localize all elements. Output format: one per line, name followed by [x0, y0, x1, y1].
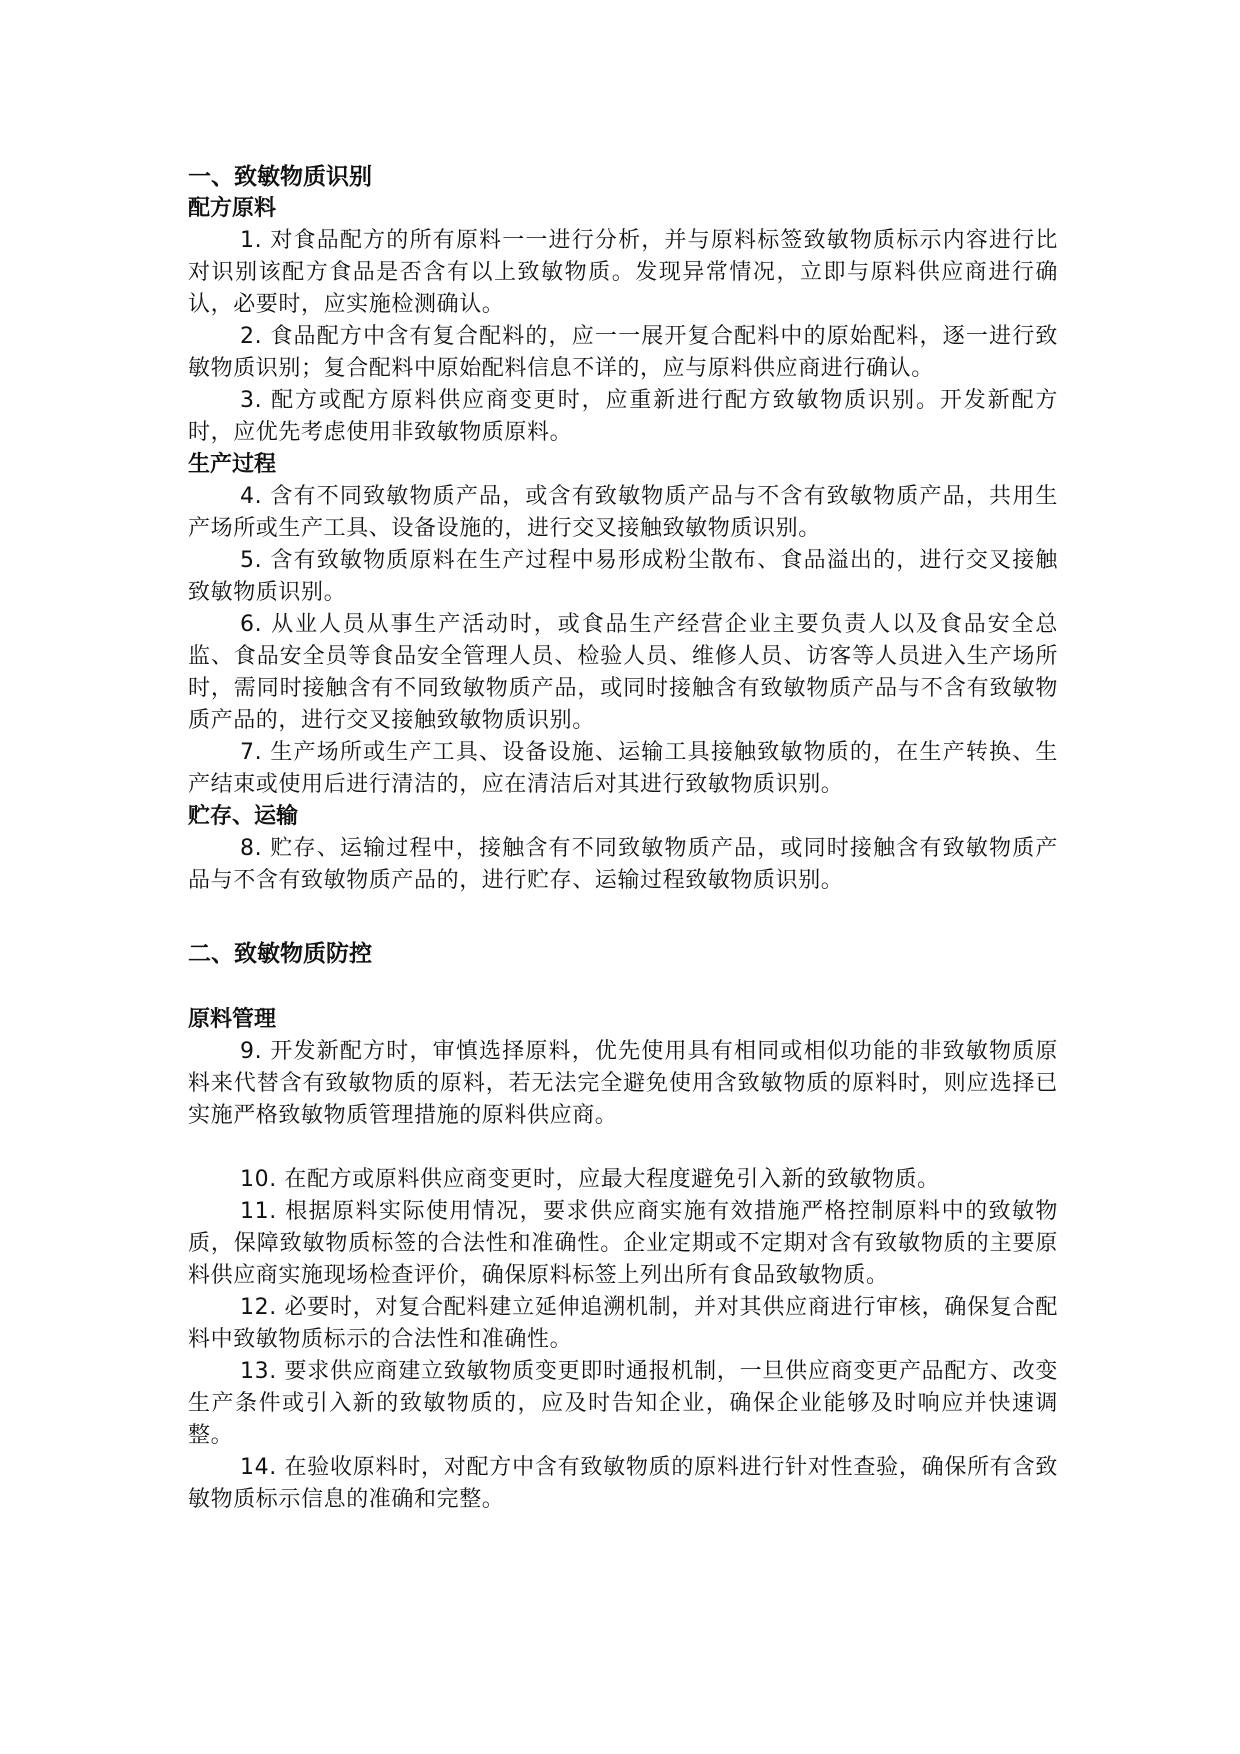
paragraph-item-6: 6. 从业人员从事生产活动时，或食品生产经营企业主要负责人以及食品安全总监、食品安全员等食品安全管理人员、检验人员、维修人员、访客等人员进入生产场所时，需同时接触含有不同致敏物质产品，或同时接触含有致敏物质产品与不含有致敏物质产品的，进行交叉接触致敏物质识别。 — [188, 612, 1058, 733]
section-title-allergen-identification: 一、致敏物质识别 — [188, 164, 372, 190]
paragraph-spacer — [188, 1132, 1058, 1164]
subsection-spacer — [188, 970, 1058, 1004]
paragraph-item-9: 9. 开发新配方时，审慎选择原料，优先使用具有相同或相似功能的非致敏物质原料来代替含有致敏物质的原料，若无法完全避免使用含致敏物质的原料时，则应选择已实施严格致敏物质管理措施的原料供应商。 — [188, 1039, 1058, 1128]
paragraph-item-11: 11. 根据原料实际使用情况，要求供应商实施有效措施严格控制原料中的致敏物质，保障致敏物质标签的合法性和准确性。企业定期或不定期对含有致敏物质的主要原料供应商实施现场检查评价，确保原料标签上列出所有食品致敏物质。 — [188, 1199, 1058, 1288]
document-body — [188, 161, 1058, 1516]
paragraph-item-10: 10. 在配方或原料供应商变更时，应最大程度避免引入新的致敏物质。 — [240, 1167, 940, 1192]
paragraph-item-7: 7. 生产场所或生产工具、设备设施、运输工具接触致敏物质的，在生产转换、生产结束或使用后进行清洁的，应在清洁后对其进行致敏物质识别。 — [188, 740, 1058, 797]
paragraph-item-14: 14. 在验收原料时，对配方中含有致敏物质的原料进行针对性查验，确保所有含致敏物质标示信息的准确和完整。 — [188, 1455, 1058, 1512]
section-spacer — [188, 897, 1058, 938]
subsection-heading-production-process: 生产过程 — [188, 452, 277, 477]
paragraph-item-12: 12. 必要时，对复合配料建立延伸追溯机制，并对其供应商进行审核，确保复合配料中致敏物质标示的合法性和准确性。 — [188, 1295, 1058, 1352]
subsection-heading-storage-transport: 贮存、运输 — [188, 804, 299, 829]
paragraph-item-3: 3. 配方或配方原料供应商变更时，应重新进行配方致敏物质识别。开发新配方时，应优先考虑使用非致敏物质原料。 — [188, 388, 1058, 445]
subsection-heading-material-management: 原料管理 — [188, 1007, 277, 1032]
paragraph-item-4: 4. 含有不同致敏物质产品，或含有致敏物质产品与不含有致敏物质产品，共用生产场所或生产工具、设备设施的，进行交叉接触致敏物质识别。 — [188, 484, 1058, 541]
section-title-allergen-control: 二、致敏物质防控 — [188, 941, 372, 967]
paragraph-item-13: 13. 要求供应商建立致敏物质变更即时通报机制，一旦供应商变更产品配方、改变生产条件或引入新的致敏物质的，应及时告知企业，确保企业能够及时响应并快速调整。 — [188, 1359, 1058, 1448]
paragraph-item-1: 1. 对食品配方的所有原料一一进行分析，并与原料标签致敏物质标示内容进行比对识别该配方食品是否含有以上致敏物质。发现异常情况，立即与原料供应商进行确认，必要时，应实施检测确认。 — [188, 228, 1058, 317]
paragraph-item-5: 5. 含有致敏物质原料在生产过程中易形成粉尘散布、食品溢出的，进行交叉接触致敏物质识别。 — [188, 548, 1058, 605]
paragraph-item-2: 2. 食品配方中含有复合配料的，应一一展开复合配料中的原始配料，逐一进行致敏物质识别；复合配料中原始配料信息不详的，应与原料供应商进行确认。 — [188, 324, 1058, 381]
paragraph-item-8: 8. 贮存、运输过程中，接触含有不同致敏物质产品，或同时接触含有致敏物质产品与不含有致敏物质产品的，进行贮存、运输过程致敏物质识别。 — [188, 836, 1058, 893]
subsection-heading-formula-materials: 配方原料 — [188, 196, 277, 221]
